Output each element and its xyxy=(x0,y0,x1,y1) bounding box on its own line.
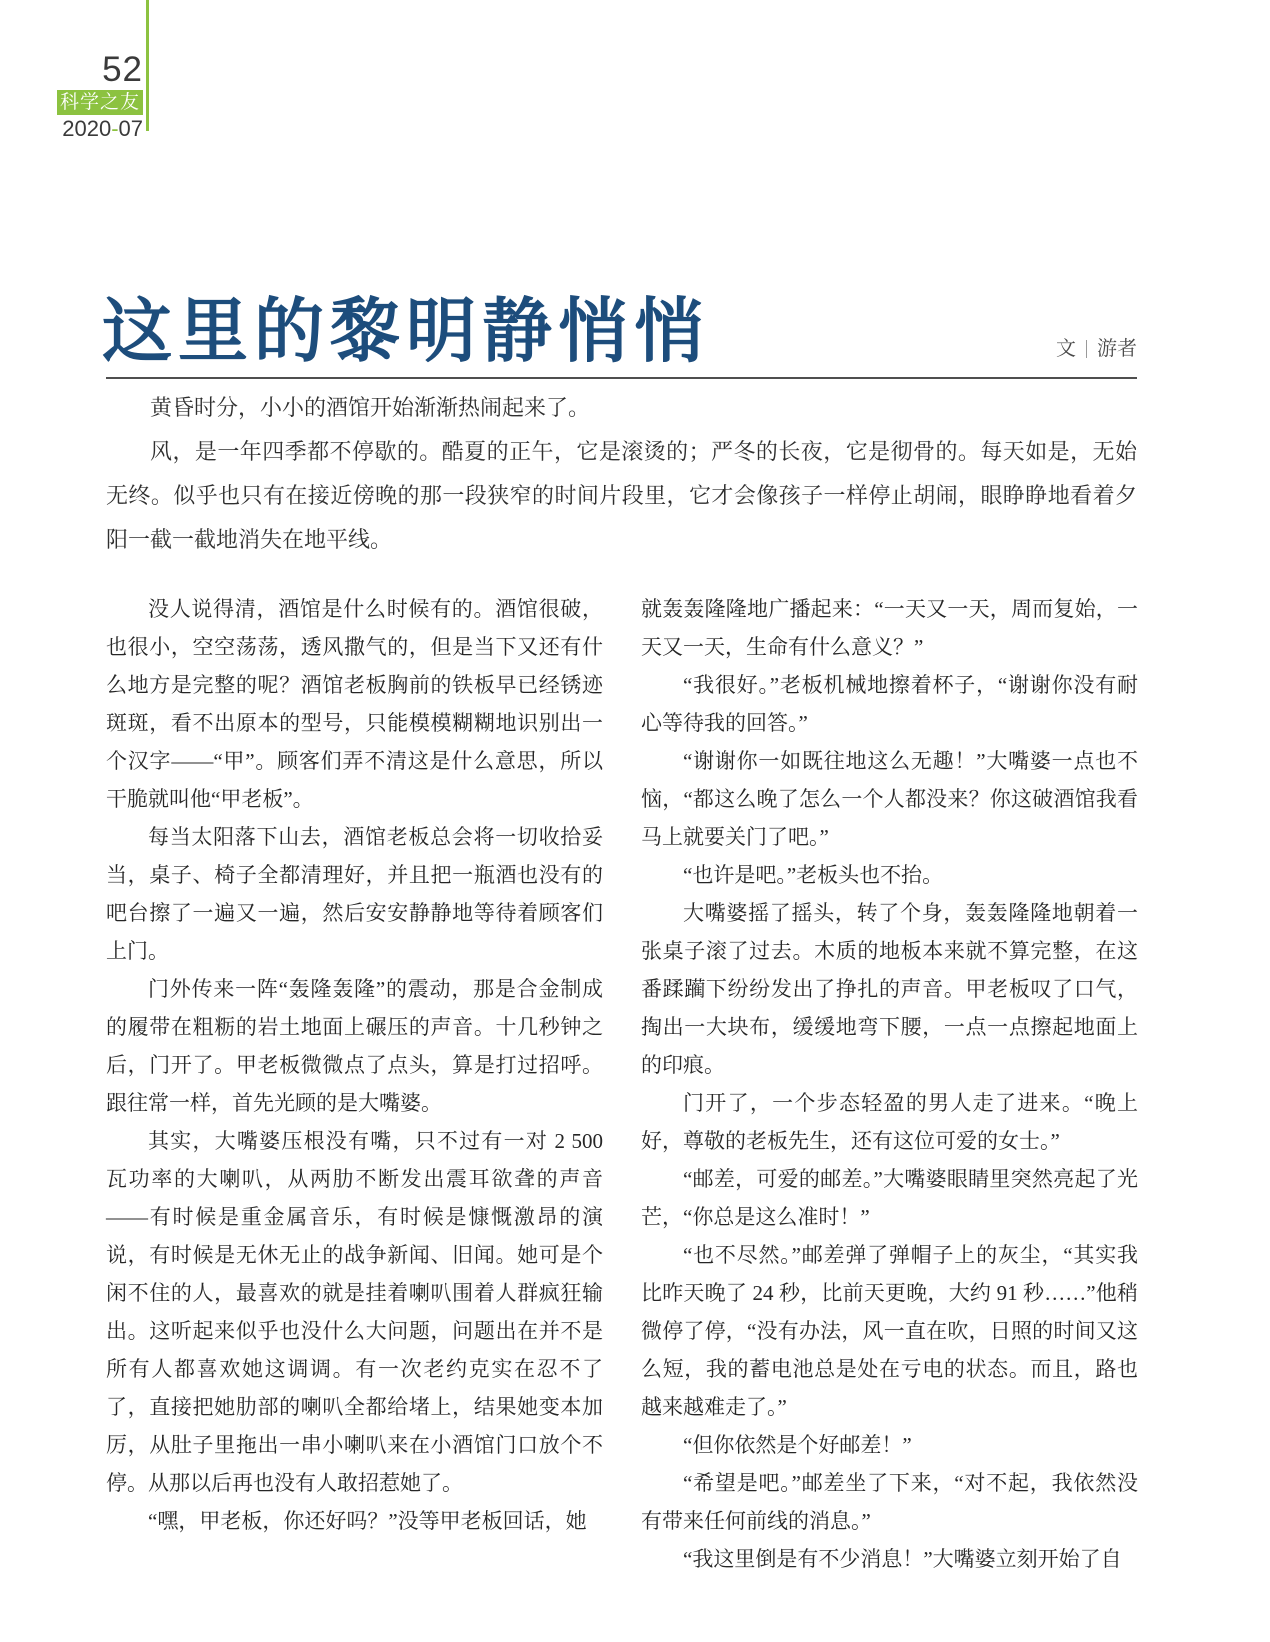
paragraph: “希望是吧。”邮差坐了下来，“对不起，我依然没有带来任何前线的消息。” xyxy=(641,1471,1138,1533)
byline-author: 游者 xyxy=(1097,338,1137,360)
paragraph: 其实，大嘴婆压根没有嘴，只不过有一对 2 500 瓦功率的大喇叭，从两肋不断发出震耳欲聋的声音——有时候是重金属音乐，有时候是慷慨激昂的演说，有时候是无休无止的战争新闻、旧闻。她可是个闲不住的人，最喜欢的就是挂着喇叭围着人群疯狂输出。这听起来似乎也没什么大问题，问题出在并不是所有人都喜欢她这调调。有一次老约克实在忍不了了，直接把她肋部的喇叭全都给堵上，结果她变本加厉，从肚子里拖出一串小喇叭来在小酒馆门口放个不停。从那以后再也没有人敢招惹她了。 xyxy=(106,1129,603,1495)
paragraph: 风，是一年四季都不停歇的。酷夏的正午，它是滚烫的；严冬的长夜，它是彻骨的。每天如是，无始无终。似乎也只有在接近傍晚的那一段狭窄的时间片段里，它才会像孩子一样停止胡闹，眼睁睁地看着夕阳一截一截地消失在地平线。 xyxy=(106,439,1137,552)
issue-month: 07 xyxy=(118,116,143,141)
paragraph: “邮差，可爱的邮差。”大嘴婆眼睛里突然亮起了光芒，“你总是这么准时！” xyxy=(641,1167,1138,1229)
paragraph: “也不尽然。”邮差弹了弹帽子上的灰尘，“其实我比昨天晚了 24 秒，比前天更晚，大约 91 秒……”他稍微停了停，“没有办法，风一直在吹，日照的时间又这么短，我的蓄电池总是处在亏电的状态。而且，路也越来越难走了。” xyxy=(641,1243,1138,1419)
paragraph: 就轰轰隆隆地广播起来：“一天又一天，周而复始，一天又一天，生命有什么意义？” xyxy=(641,597,1138,659)
article-body xyxy=(106,590,1138,1578)
article-intro xyxy=(106,386,1137,562)
column-right xyxy=(641,590,1138,1578)
paragraph: “也许是吧。”老板头也不抬。 xyxy=(683,863,944,887)
paragraph: “但你依然是个好邮差！” xyxy=(683,1433,912,1457)
article-title: 这里的黎明静悄悄 xyxy=(102,291,710,370)
paragraph: 每当太阳落下山去，酒馆老板总会将一切收拾妥当，桌子、椅子全都清理好，并且把一瓶酒也没有的吧台擦了一遍又一遍，然后安安静静地等待着顾客们上门。 xyxy=(106,825,603,963)
magazine-badge: 科学之友 xyxy=(57,90,143,115)
paragraph: 没人说得清，酒馆是什么时候有的。酒馆很破，也很小，空空荡荡，透风撒气的，但是当下又还有什么地方是完整的呢？酒馆老板胸前的铁板早已经锈迹斑斑，看不出原本的型号，只能模模糊糊地识别出一个汉字——“甲”。顾客们弄不清这是什么意思，所以干脆就叫他“甲老板”。 xyxy=(106,597,603,811)
byline xyxy=(106,336,1137,362)
paragraph: 门开了，一个步态轻盈的男人走了进来。“晚上好，尊敬的老板先生，还有这位可爱的女士。” xyxy=(641,1091,1138,1153)
masthead-green-rule xyxy=(146,0,149,131)
column-left xyxy=(106,590,603,1578)
paragraph: “我这里倒是有不少消息！”大嘴婆立刻开始了自 xyxy=(683,1547,1122,1571)
issue-year: 2020 xyxy=(62,116,112,141)
title-divider-rule xyxy=(106,377,1137,379)
paragraph: “我很好。”老板机械地擦着杯子，“谢谢你没有耐心等待我的回答。” xyxy=(641,673,1138,735)
paragraph: 大嘴婆摇了摇头，转了个身，轰轰隆隆地朝着一张桌子滚了过去。木质的地板本来就不算完整，在这番蹂躏下纷纷发出了挣扎的声音。甲老板叹了口气，掏出一大块布，缓缓地弯下腰，一点一点擦起地面上的印痕。 xyxy=(641,901,1138,1077)
page-number: 52 xyxy=(102,50,143,89)
issue-date xyxy=(0,116,143,142)
byline-separator xyxy=(1086,340,1087,358)
paragraph: 黄昏时分，小小的酒馆开始渐渐热闹起来了。 xyxy=(150,395,591,420)
paragraph: “谢谢你一如既往地这么无趣！”大嘴婆一点也不恼，“都这么晚了怎么一个人都没来？你这破酒馆我看马上就要关门了吧。” xyxy=(641,749,1138,849)
issue-separator: - xyxy=(111,116,119,141)
paragraph: 门外传来一阵“轰隆轰隆”的震动，那是合金制成的履带在粗粝的岩土地面上碾压的声音。十几秒钟之后，门开了。甲老板微微点了点头，算是打过招呼。跟往常一样，首先光顾的是大嘴婆。 xyxy=(106,977,603,1115)
paragraph: “嘿，甲老板，你还好吗？”没等甲老板回话，她 xyxy=(148,1509,587,1533)
masthead xyxy=(0,0,143,142)
byline-label: 文 xyxy=(1056,338,1076,360)
